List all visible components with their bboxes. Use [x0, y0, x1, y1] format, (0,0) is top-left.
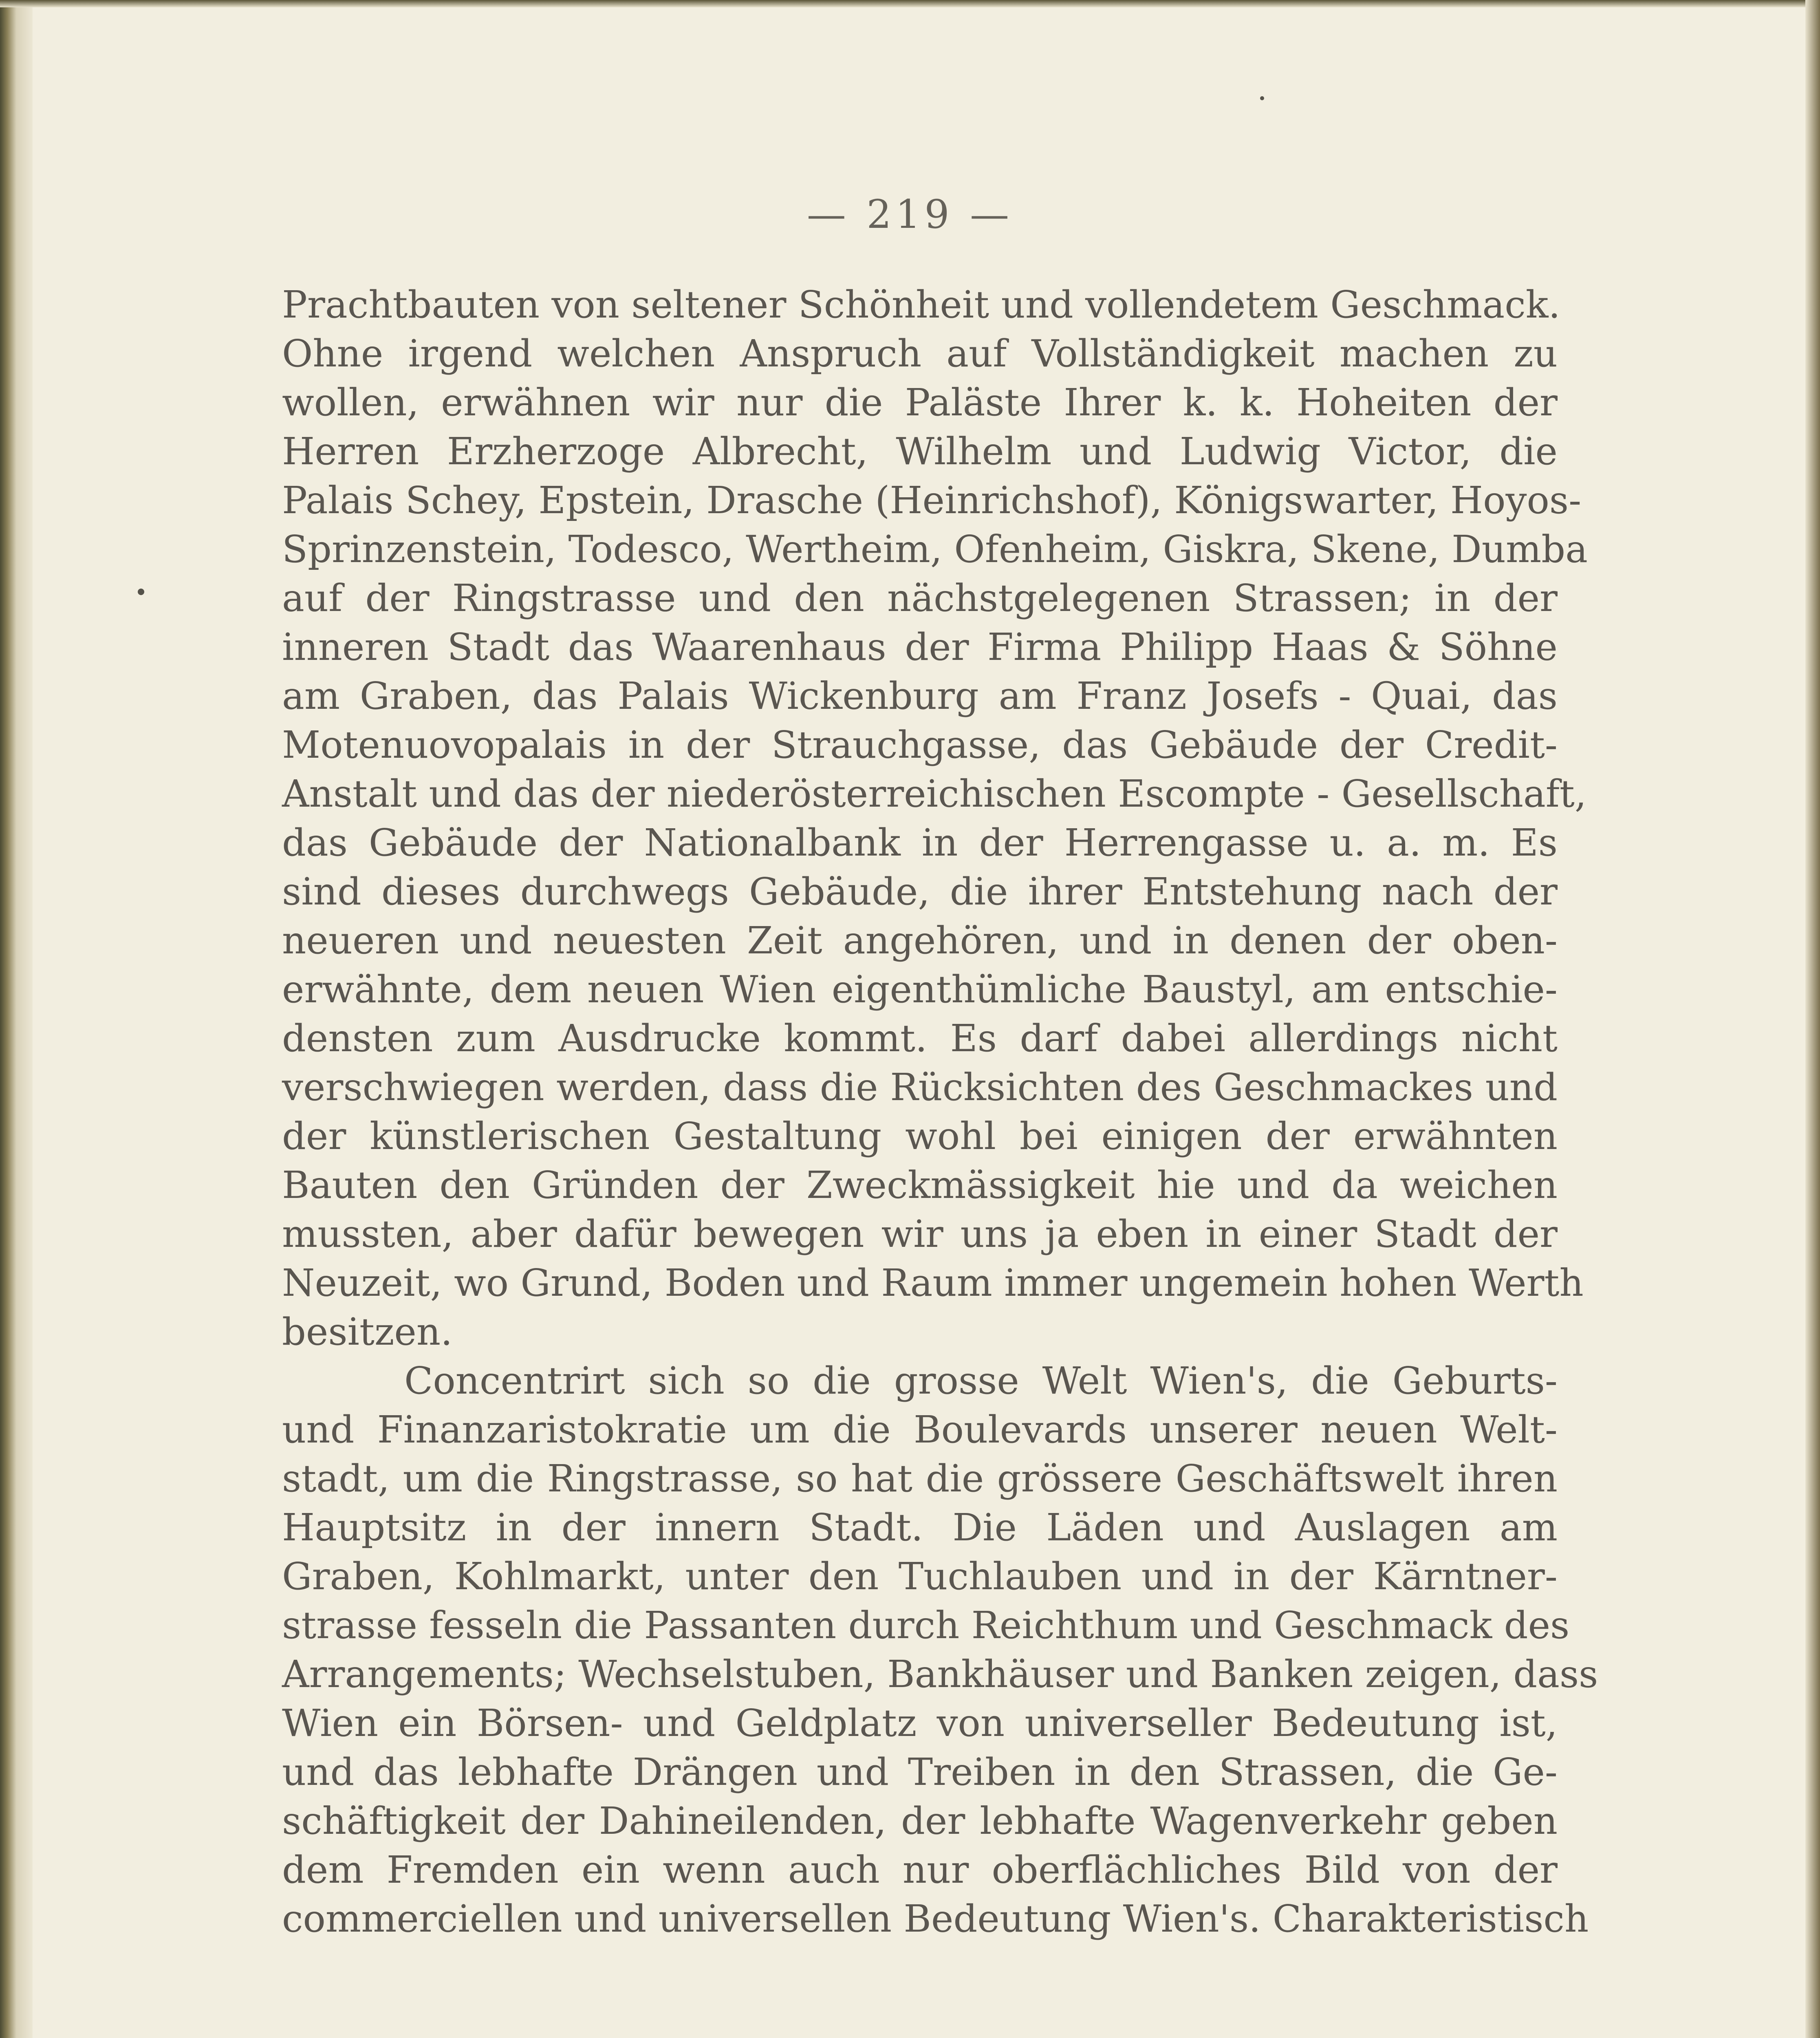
- text-line: inneren Stadt das Waarenhaus der Firma Philipp Haas & Söhne: [282, 625, 1558, 669]
- text-line: sind dieses durchwegs Gebäude, die ihrer Entstehung nach der: [282, 870, 1558, 913]
- text-line: neueren und neuesten Zeit angehören, und in denen der oben-: [282, 919, 1558, 962]
- text-line: Concentrirt sich so die grosse Welt Wien's, die Geburts-: [404, 1359, 1558, 1403]
- text-line: Motenuovopalais in der Strauchgasse, das Gebäude der Credit-: [282, 723, 1558, 767]
- text-line: wollen, erwähnen wir nur die Paläste Ihrer k. k. Hoheiten der: [282, 381, 1558, 424]
- text-line: strasse fesseln die Passanten durch Reichthum und Geschmack des: [282, 1603, 1570, 1647]
- text-line: besitzen.: [282, 1310, 453, 1354]
- text-line: verschwiegen werden, dass die Rücksichten des Geschmackes und: [282, 1065, 1558, 1109]
- text-line: und das lebhafte Drängen und Treiben in den Strassen, die Ge-: [282, 1750, 1558, 1794]
- text-line: Graben, Kohlmarkt, unter den Tuchlauben und in der Kärntner-: [282, 1555, 1558, 1598]
- ink-speck: [1260, 96, 1264, 100]
- text-line: Prachtbauten von seltener Schönheit und vollendetem Geschmack.: [282, 283, 1560, 326]
- text-line: Ohne irgend welchen Anspruch auf Vollständigkeit machen zu: [282, 332, 1558, 375]
- text-line: auf der Ringstrasse und den nächstgelegenen Strassen; in der: [282, 576, 1558, 620]
- text-line: und Finanzaristokratie um die Boulevards unserer neuen Welt-: [282, 1408, 1558, 1451]
- text-line: Bauten den Gründen der Zweckmässigkeit hie und da weichen: [282, 1163, 1558, 1207]
- text-line: stadt, um die Ringstrasse, so hat die grössere Geschäftswelt ihren: [282, 1457, 1558, 1500]
- text-line: der künstlerischen Gestaltung wohl bei einigen der erwähnten: [282, 1114, 1558, 1158]
- page-edge-right: [1805, 0, 1820, 2038]
- page-edge-left: [0, 0, 33, 2038]
- text-line: Hauptsitz in der innern Stadt. Die Läden und Auslagen am: [282, 1506, 1558, 1549]
- text-line: am Graben, das Palais Wickenburg am Franz Josefs - Quai, das: [282, 674, 1558, 718]
- text-line: schäftigkeit der Dahineilenden, der lebhafte Wagenverkehr geben: [282, 1799, 1558, 1843]
- body-text: [282, 280, 1598, 1943]
- text-line: Neuzeit, wo Grund, Boden und Raum immer ungemein hohen Werth: [282, 1261, 1584, 1305]
- text-line: erwähnte, dem neuen Wien eigenthümliche Baustyl, am entschie-: [282, 968, 1558, 1011]
- ink-speck: [138, 589, 144, 595]
- text-line: das Gebäude der Nationalbank in der Herrengasse u. a. m. Es: [282, 821, 1558, 865]
- paragraph: [282, 280, 1588, 1356]
- page-edge-top: [0, 0, 1820, 7]
- text-line: Palais Schey, Epstein, Drasche (Heinrichshof), Königswarter, Hoyos-: [282, 479, 1582, 522]
- text-line: mussten, aber dafür bewegen wir uns ja eben in einer Stadt der: [282, 1212, 1558, 1256]
- text-line: Wien ein Börsen- und Geldplatz von universeller Bedeutung ist,: [282, 1701, 1558, 1745]
- text-line: Sprinzenstein, Todesco, Wertheim, Ofenheim, Giskra, Skene, Dumba: [282, 527, 1588, 571]
- paragraph: [282, 1356, 1598, 1943]
- page-number-header: — 219 —: [806, 192, 1014, 237]
- text-line: Anstalt und das der niederösterreichischen Escompte - Gesellschaft,: [282, 772, 1587, 816]
- text-line: dem Fremden ein wenn auch nur oberflächliches Bild von der: [282, 1848, 1558, 1892]
- text-line: densten zum Ausdrucke kommt. Es darf dabei allerdings nicht: [282, 1017, 1558, 1060]
- text-line: Herren Erzherzoge Albrecht, Wilhelm und Ludwig Victor, die: [282, 430, 1558, 473]
- text-line: Arrangements; Wechselstuben, Bankhäuser und Banken zeigen, dass: [282, 1652, 1598, 1696]
- text-line: commerciellen und universellen Bedeutung Wien's. Charakteristisch: [282, 1897, 1589, 1941]
